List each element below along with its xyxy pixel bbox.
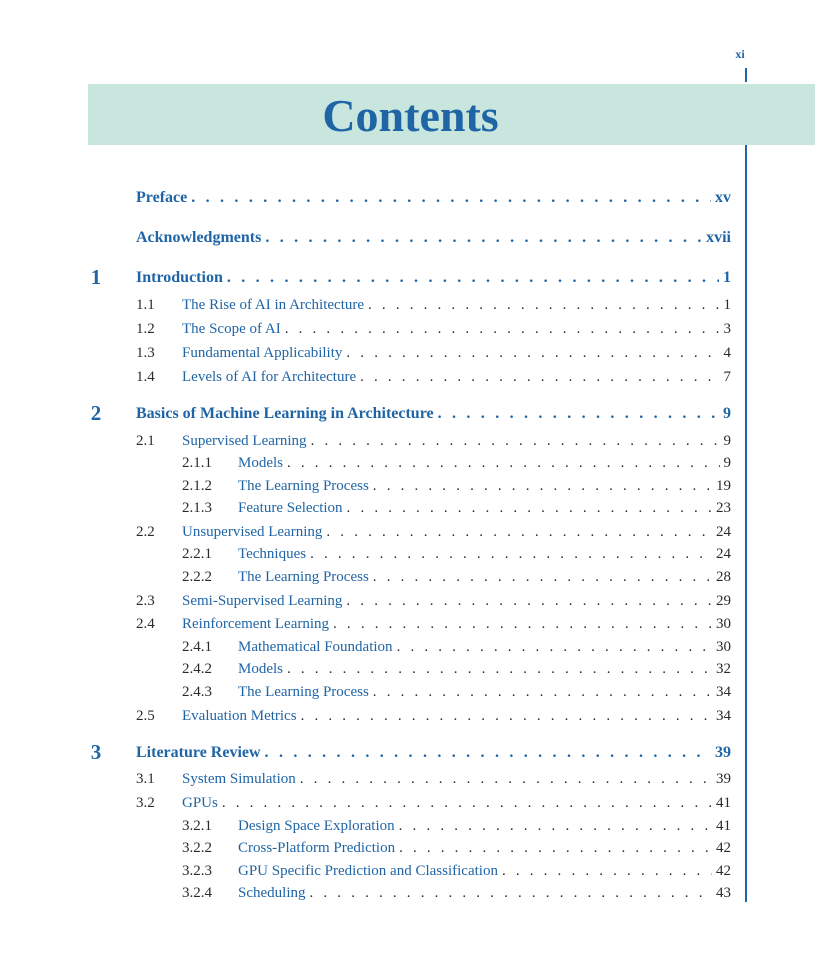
dot-leader [191, 189, 711, 207]
section-number: 2.3 [136, 593, 155, 609]
section-title[interactable]: Mathematical Foundation [238, 639, 393, 655]
page-ref: 28 [716, 569, 731, 585]
page-ref: 9 [723, 405, 731, 422]
section-number: 3.2.4 [182, 885, 212, 901]
page-ref: 19 [716, 478, 731, 494]
toc-entry[interactable] [0, 401, 815, 427]
toc-entry[interactable] [0, 455, 815, 477]
page-ref: 9 [723, 433, 731, 449]
chapter-number: 1 [90, 265, 102, 289]
page-ref: xvii [706, 229, 731, 246]
section-number: 2.2.2 [182, 569, 212, 585]
toc-entry[interactable] [0, 189, 815, 211]
dot-leader [360, 369, 719, 386]
section-number: 3.1 [136, 771, 155, 787]
section-title[interactable]: Design Space Exploration [238, 818, 395, 834]
section-title[interactable]: The Scope of AI [182, 321, 281, 337]
section-number: 3.2.3 [182, 863, 212, 879]
dot-leader [311, 433, 720, 450]
section-title[interactable]: Evaluation Metrics [182, 708, 297, 724]
toc-entry[interactable] [0, 740, 815, 766]
section-number: 2.2 [136, 524, 155, 540]
toc-entry[interactable] [0, 863, 815, 885]
chapter-title[interactable]: Acknowledgments [136, 229, 262, 246]
dot-leader [373, 569, 712, 586]
section-title[interactable]: Supervised Learning [182, 433, 307, 449]
section-number: 3.2.1 [182, 818, 212, 834]
toc-entry[interactable] [0, 569, 815, 591]
section-number: 2.1 [136, 433, 155, 449]
dot-leader [399, 818, 712, 835]
toc-entry[interactable] [0, 500, 815, 522]
section-number: 2.4.1 [182, 639, 212, 655]
section-title[interactable]: The Learning Process [238, 478, 369, 494]
toc-entry[interactable] [0, 708, 815, 730]
page-number: xi [735, 47, 745, 61]
page-ref: 4 [723, 345, 731, 361]
toc-entry[interactable] [0, 661, 815, 683]
toc-entry[interactable] [0, 885, 815, 907]
dot-leader [310, 546, 712, 563]
section-number: 1.4 [136, 369, 155, 385]
section-title[interactable]: Techniques [238, 546, 307, 562]
toc-entry[interactable] [0, 771, 815, 793]
dot-leader [227, 269, 719, 287]
dot-leader [285, 321, 720, 338]
section-title[interactable]: The Learning Process [238, 569, 369, 585]
page-ref: 34 [716, 684, 731, 700]
dot-leader [346, 345, 719, 362]
page-title: Contents [322, 90, 499, 141]
section-number: 1.1 [136, 297, 155, 313]
dot-leader [300, 771, 712, 788]
toc-entry[interactable] [0, 524, 815, 546]
section-title[interactable]: Semi-Supervised Learning [182, 593, 343, 609]
toc-entry[interactable] [0, 616, 815, 638]
section-title[interactable]: Models [238, 455, 283, 471]
section-title[interactable]: GPU Specific Prediction and Classification [238, 863, 498, 879]
section-number: 1.3 [136, 345, 155, 361]
section-title[interactable]: Unsupervised Learning [182, 524, 323, 540]
dot-leader [347, 500, 712, 517]
toc-entry[interactable] [0, 840, 815, 862]
toc-entry[interactable] [0, 478, 815, 500]
toc-entry[interactable] [0, 321, 815, 343]
section-number: 2.2.1 [182, 546, 212, 562]
page-ref: 7 [723, 369, 731, 385]
chapter-title[interactable]: Literature Review [136, 744, 261, 761]
page-ref: 3 [723, 321, 731, 337]
toc-entry[interactable] [0, 593, 815, 615]
page-ref: 30 [716, 639, 731, 655]
page-ref: 29 [716, 593, 731, 609]
dot-leader [502, 863, 712, 880]
dot-leader [222, 795, 712, 812]
dot-leader [287, 455, 720, 472]
section-number: 2.4.3 [182, 684, 212, 700]
section-number: 2.5 [136, 708, 155, 724]
section-title[interactable]: Feature Selection [238, 500, 343, 516]
section-number: 2.1.1 [182, 455, 212, 471]
page-ref: 39 [715, 744, 731, 761]
section-title[interactable]: GPUs [182, 795, 218, 811]
page-ref: 42 [716, 863, 731, 879]
page-ref: 1 [723, 269, 731, 286]
section-title[interactable]: Fundamental Applicability [182, 345, 343, 361]
section-title[interactable]: Cross-Platform Prediction [238, 840, 396, 856]
section-title[interactable]: Models [238, 661, 283, 677]
page-ref: 24 [716, 546, 731, 562]
toc-entry[interactable] [0, 818, 815, 840]
section-number: 3.2.2 [182, 840, 212, 856]
dot-leader [397, 639, 712, 656]
section-title[interactable]: Scheduling [238, 885, 306, 901]
section-title[interactable]: Reinforcement Learning [182, 616, 330, 632]
toc-entry[interactable] [0, 229, 815, 251]
chapter-number: 2 [90, 401, 102, 425]
dot-leader [438, 405, 719, 423]
page-ref: 43 [716, 885, 731, 901]
chapter-number: 3 [90, 740, 102, 764]
section-title[interactable]: The Rise of AI in Architecture [182, 297, 365, 313]
page-ref: 39 [716, 771, 731, 787]
page-ref: 1 [723, 297, 731, 313]
page-ref: 24 [716, 524, 731, 540]
page-ref: 41 [716, 818, 731, 834]
section-number: 2.4 [136, 616, 155, 632]
page-ref: 32 [716, 661, 731, 677]
dot-leader [287, 661, 712, 678]
dot-leader [326, 524, 712, 541]
page-ref: 42 [716, 840, 731, 856]
margin-rule-top [745, 68, 747, 82]
toc-entry[interactable] [0, 639, 815, 661]
dot-leader [373, 684, 712, 701]
section-number: 2.1.2 [182, 478, 212, 494]
toc-entry[interactable] [0, 369, 815, 391]
chapter-title[interactable]: Basics of Machine Learning in Architecture [136, 405, 434, 422]
toc-entry[interactable] [0, 297, 815, 319]
toc-entry[interactable] [0, 433, 815, 455]
dot-leader [310, 885, 713, 902]
toc-entry[interactable] [0, 684, 815, 706]
toc-entry[interactable] [0, 546, 815, 568]
page-ref: 30 [716, 616, 731, 632]
dot-leader [368, 297, 719, 314]
chapter-title[interactable]: Preface [136, 189, 188, 206]
dot-leader [373, 478, 712, 495]
toc-entry[interactable] [0, 795, 815, 817]
section-number: 2.1.3 [182, 500, 212, 516]
section-title[interactable]: The Learning Process [238, 684, 369, 700]
toc-entry[interactable] [0, 265, 815, 291]
dot-leader [265, 229, 702, 247]
page-ref: 34 [716, 708, 731, 724]
page-ref: 41 [716, 795, 731, 811]
dot-leader [265, 744, 711, 762]
section-number: 3.2 [136, 795, 155, 811]
dot-leader [333, 616, 712, 633]
section-number: 2.4.2 [182, 661, 212, 677]
dot-leader [301, 708, 712, 725]
toc-entry[interactable] [0, 345, 815, 367]
section-number: 1.2 [136, 321, 155, 337]
dot-leader [346, 593, 712, 610]
dot-leader [399, 840, 712, 857]
section-title[interactable]: Levels of AI for Architecture [182, 369, 357, 385]
section-title[interactable]: System Simulation [182, 771, 296, 787]
page-ref: xv [715, 189, 731, 206]
chapter-title[interactable]: Introduction [136, 269, 223, 286]
page-ref: 23 [716, 500, 731, 516]
page-ref: 9 [723, 455, 731, 471]
